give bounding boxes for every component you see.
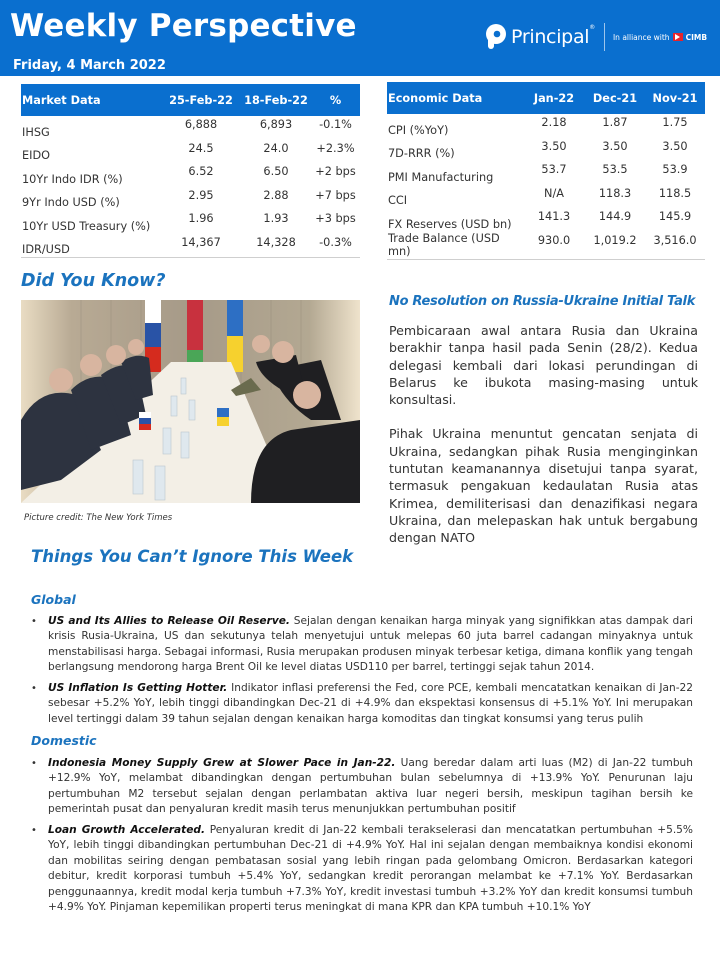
market-data-table	[21, 84, 360, 258]
cell-value: 3,516.0	[645, 232, 705, 260]
alliance-label: In alliance with CIMB	[612, 32, 708, 42]
cell-value: 3.50	[541, 139, 567, 153]
row-label: Trade Balance (USD mn)	[387, 232, 523, 260]
cell-value: 2.18	[541, 116, 567, 129]
item-body: Penyaluran kredit di Jan-22 kembali terakselerasi dan mencatatkan pertumbuhan +5.5% YoY, lebih tinggi dibandingkan pertumbuhan Dec-21 di +4.9% YoY. Hal ini sejalan dengan membaiknya kondisi ekonomi dan mobilitas seiring dengan pembatasan sosial yang lebih ringan pada gelombang Omicron. Berdasarkan kategori debitur, kredit korporasi tumbuh +5.4% YoY, sedangkan kredit perorangan melambat ke +7.1% YoY. Berdasarkan penggunaannya, kredit modal kerja tumbuh +7.3% YoY, kredit investasi tumbuh +3.2% YoY dan kredit konsumsi tumbuh +4.9% YoY. Pinjaman kepemilikan properti terus meningkat di mana KPR dan KPA tumbuh +10.1% YoY	[48, 824, 693, 914]
economic-data-table	[387, 82, 705, 260]
principal-p-icon	[485, 24, 507, 50]
cell-value: 3.50	[662, 139, 688, 153]
cell-value: 6,893	[259, 118, 293, 131]
bullet-icon: •	[31, 616, 37, 627]
page-title: Weekly Perspective	[10, 8, 357, 44]
table-row	[21, 163, 360, 187]
picture-credit: Picture credit: The New York Times	[24, 513, 173, 523]
column-header: %	[311, 84, 360, 116]
bullet-icon: •	[31, 683, 37, 694]
cell-value: 6,888	[184, 118, 218, 131]
brand-name: Principal®	[511, 24, 595, 48]
cell-value: 144.9	[598, 210, 632, 223]
cell-value: 1.75	[662, 116, 688, 129]
table-row	[21, 140, 360, 164]
table-row	[387, 161, 705, 185]
row-label: CCI	[388, 194, 408, 207]
item-body: Indikator inflasi preferensi the Fed, core PCE, kembali mencatatkan kenaikan di Jan-22 sebesar +5.2% YoY, lebih tinggi dibandingkan Dec-21 di +4.9% dan ekspektasi konsensus di +5.1% YoY. Ini merupakan level tertinggi dalam 39 tahun sejalan dengan kenaikan harga komoditas dan tingkat konsumsi yang terus pulih	[48, 682, 693, 725]
cell-value: 14,367	[161, 234, 241, 258]
column-header: Dec-21	[585, 82, 645, 114]
cell-value: 53.5	[602, 163, 628, 176]
cell-value: 141.3	[537, 210, 571, 223]
list-item	[31, 756, 693, 818]
table-row	[387, 114, 705, 138]
row-label: FX Reserves (USD bn)	[388, 217, 512, 231]
row-label: 10Yr Indo IDR (%)	[22, 172, 123, 186]
cell-value: 53.7	[541, 163, 567, 176]
negotiation-photo	[21, 300, 360, 503]
table-header-row	[387, 82, 705, 114]
column-header: Jan-22	[523, 82, 585, 114]
cell-value: 24.5	[188, 141, 214, 155]
row-label: 10Yr USD Treasury (%)	[22, 219, 151, 233]
column-header: Economic Data	[387, 82, 523, 114]
header-band	[0, 0, 720, 76]
domestic-heading: Domestic	[31, 733, 97, 748]
cell-value: 3.50	[602, 139, 628, 153]
row-label: EIDO	[22, 149, 51, 162]
row-label: CPI (%YoY)	[388, 123, 449, 137]
row-label: PMI Manufacturing	[388, 170, 494, 184]
item-title: Indonesia Money Supply Grew at Slower Pace in Jan-22.	[48, 757, 396, 769]
cell-change: -0.1%	[319, 118, 352, 131]
logo-divider	[604, 23, 605, 51]
cell-value: 1,019.2	[585, 232, 645, 260]
table-row	[387, 138, 705, 162]
table-header-row	[21, 84, 360, 116]
table-row	[387, 208, 705, 232]
table-row	[21, 187, 360, 211]
row-label: 9Yr Indo USD (%)	[22, 196, 120, 209]
cell-change: -0.3%	[311, 234, 360, 258]
cell-value: 2.88	[263, 188, 289, 202]
principal-logo	[485, 20, 707, 54]
cell-value: 53.9	[662, 163, 688, 176]
list-item	[31, 823, 693, 915]
table-row	[387, 185, 705, 209]
column-header: Market Data	[21, 84, 161, 116]
cell-value: 1.87	[602, 116, 628, 129]
cell-change: +2 bps	[315, 165, 356, 178]
column-header: Nov-21	[645, 82, 705, 114]
cell-value: 14,328	[241, 234, 311, 258]
news-paragraph: Pihak Ukraina menuntut gencatan senjata di Ukraina, sedangkan pihak Rusia menginginkan tuntutan keamanannya disetujui tanpa syarat, termasuk pengakuan kedaulatan Rusia atas Krimea, demiliterisasi dan denazifikasi negara Ukraina, dan melepaskan hak untuk bergabung dengan NATO	[389, 426, 698, 546]
cell-value: 6.52	[188, 165, 214, 178]
table-row	[21, 210, 360, 234]
bullet-icon: •	[31, 758, 37, 769]
cell-value: 1.93	[263, 212, 289, 225]
column-header: 18-Feb-22	[241, 84, 311, 116]
row-label: IHSG	[22, 125, 50, 139]
cell-value: 145.9	[658, 210, 692, 223]
cell-value: 118.3	[598, 186, 632, 200]
cell-value: 2.95	[188, 188, 214, 202]
global-heading: Global	[31, 592, 76, 607]
cell-value: N/A	[544, 186, 564, 200]
row-label: IDR/USD	[21, 234, 161, 258]
cimb-logo-icon	[673, 33, 683, 41]
cell-value: 24.0	[263, 141, 289, 155]
news-body	[389, 322, 698, 547]
table-row	[21, 116, 360, 140]
bullet-icon: •	[31, 825, 37, 836]
item-title: US and Its Allies to Release Oil Reserve.	[48, 615, 290, 627]
item-title: Loan Growth Accelerated.	[48, 824, 206, 836]
cell-value: 1.96	[188, 212, 214, 225]
cell-value: 6.50	[263, 165, 289, 178]
news-title: No Resolution on Russia-Ukraine Initial Talk	[389, 294, 696, 309]
list-item	[31, 614, 693, 676]
column-header: 25-Feb-22	[161, 84, 241, 116]
things-heading: Things You Can’t Ignore This Week	[31, 547, 354, 566]
cell-value: 118.5	[658, 186, 692, 200]
publication-date: Friday, 4 March 2022	[13, 58, 166, 73]
cell-change: +3 bps	[315, 212, 356, 225]
item-body: Uang beredar dalam arti luas (M2) di Jan-22 tumbuh +12.9% YoY, melambat dibandingkan dengan pertumbuhan bulan sebelumnya di +13.9% YoY. Penurunan laju pertumbuhan M2 tersebut sejalan dengan perlambatan aktiva luar negeri bersih, meskipun tagihan bersih ke pemerintah pusat dan penyaluran kredit masih terus menunjukkan pertumbuhan positif	[48, 757, 693, 816]
did-you-know-heading: Did You Know?	[21, 271, 166, 291]
cell-change: +2.3%	[316, 141, 355, 155]
news-paragraph: Pembicaraan awal antara Rusia dan Ukraina berakhir tanpa hasil pada Senin (28/2). Kedua delegasi kembali dari lokasi perundingan di Belarus ke ibukota masing-masing untuk konsultasi.	[389, 323, 698, 408]
item-title: US Inflation Is Getting Hotter.	[48, 682, 228, 694]
table-row	[387, 232, 705, 260]
item-body: Sejalan dengan kenaikan harga minyak yang signifikkan atas dampak dari krisis Rusia-Ukraina, US dan sekutunya telah menyetujui untuk melepas 60 juta barrel cadangan minyaknya untuk menstabilisasi harga. Sebagai informasi, Rusia merupakan produsen minyak terbesar ketiga, dimana konflik yang tengah berlangsung mendorong harga Brent Oil ke level diatas USD110 per barrel, tertinggi sejak tahun 2014.	[48, 615, 693, 674]
cell-change: +7 bps	[315, 188, 356, 202]
row-label: 7D-RRR (%)	[388, 147, 455, 160]
table-row	[21, 234, 360, 258]
list-item	[31, 681, 693, 727]
cell-value: 930.0	[523, 232, 585, 260]
